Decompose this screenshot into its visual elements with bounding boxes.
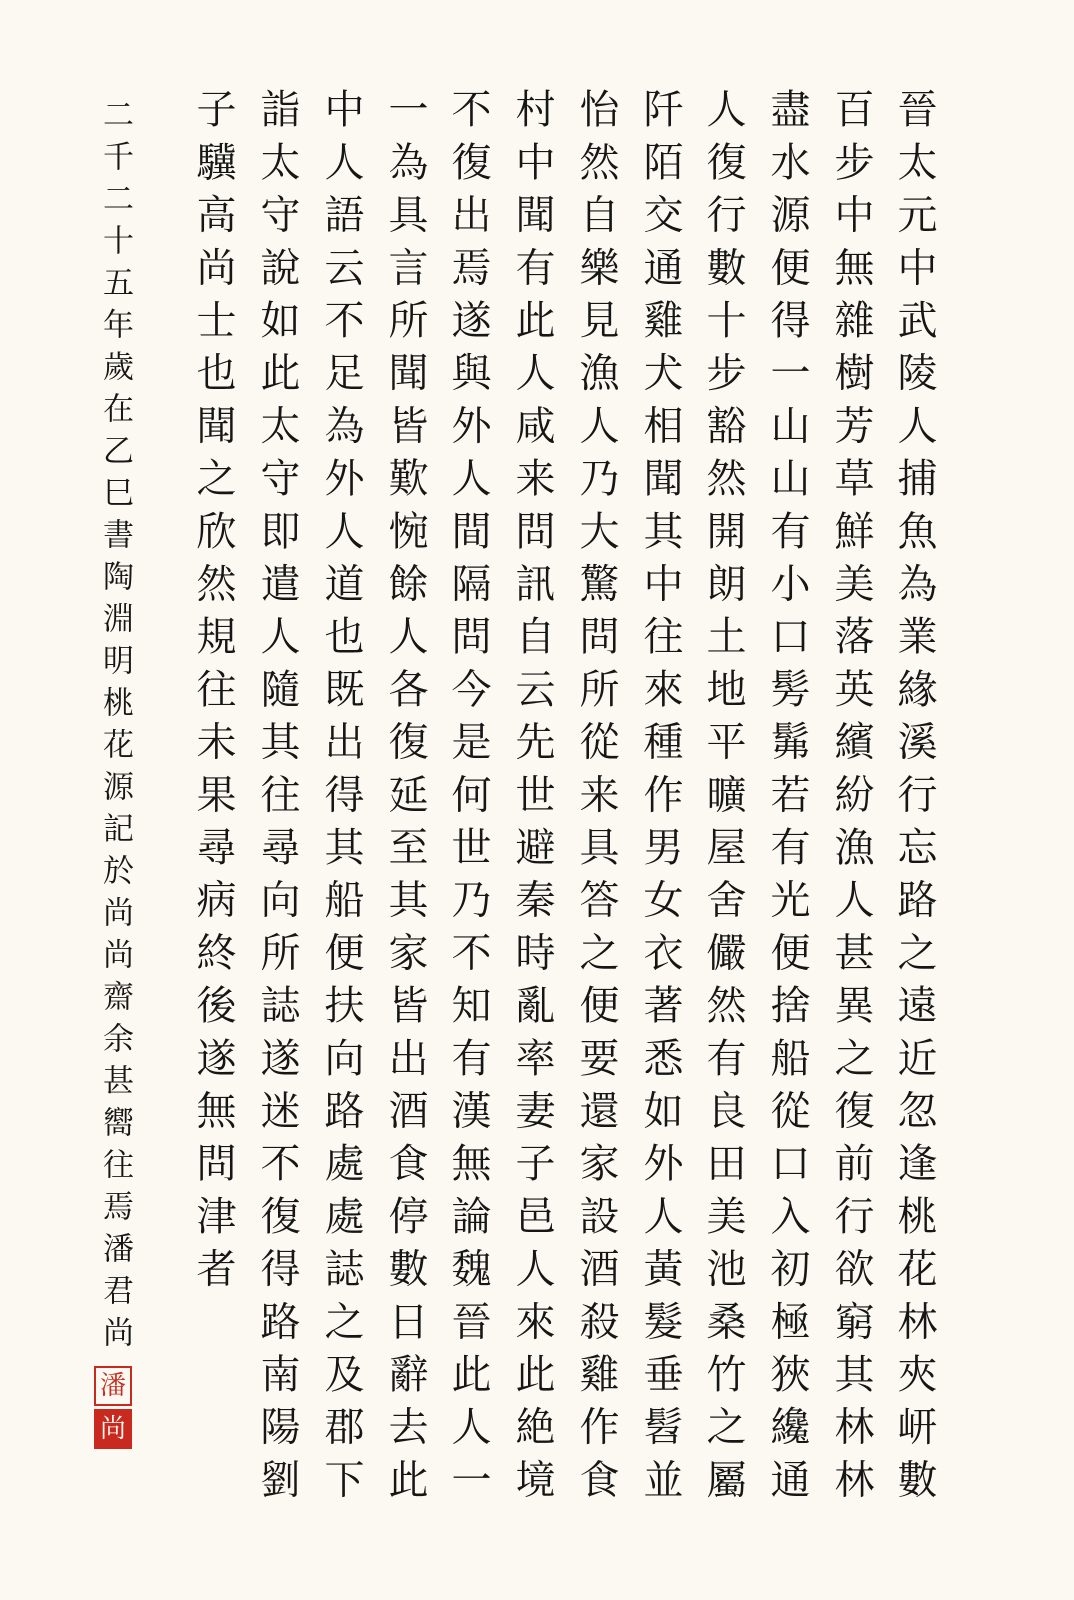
text-column-2: 百步中無雜樹芳草鮮美落英繽紛漁人甚異之復前行欲窮其林林 <box>828 88 874 1511</box>
text-column-6: 怡然自樂見漁人乃大驚問所從来具答之便要還家設酒殺雞作食 <box>573 88 619 1511</box>
text-column-7: 村中聞有此人咸来問訊自云先世避秦時亂率妻子邑人來此絶境 <box>509 88 555 1511</box>
text-column-10: 中人語云不足為外人道也既出得其船便扶向路處處誌之及郡下 <box>318 88 364 1511</box>
text-column-4: 人復行數十步豁然開朗土地平曠屋舍儼然有良田美池桑竹之屬 <box>700 88 746 1511</box>
text-column-11: 詣太守說如此太守即遣人隨其往尋向所誌遂迷不復得路南陽劉 <box>254 88 300 1511</box>
seal-stamp-top: 潘 <box>94 1366 132 1406</box>
text-column-1: 晉太元中武陵人捕魚為業緣溪行忘路之遠近忽逢桃花林夾岍數 <box>891 88 937 1511</box>
seal-stamp-bottom: 尚 <box>94 1409 132 1449</box>
text-column-5: 阡陌交通雞犬相聞其中往來種作男女衣著悉如外人黃髮垂髫並 <box>637 88 683 1511</box>
colophon-inscription: 二千二十五年歲在乙巳書陶淵明桃花源記於尚尚齋余甚嚮往焉潘君尚 <box>97 98 133 1358</box>
text-column-8: 不復出焉遂與外人間隔問今是何世乃不知有漢無論魏晉此人一 <box>445 88 491 1511</box>
text-column-3: 盡水源便得一山山有小口髣髴若有光便捨船從口入初極狹纔通 <box>764 88 810 1511</box>
text-column-9: 一為具言所聞皆歎惋餘人各復延至其家皆出酒食停數日辭去此 <box>382 88 428 1511</box>
text-column-12: 子驥高尚士也聞之欣然規往未果尋病終後遂無問津者 <box>190 88 236 1301</box>
